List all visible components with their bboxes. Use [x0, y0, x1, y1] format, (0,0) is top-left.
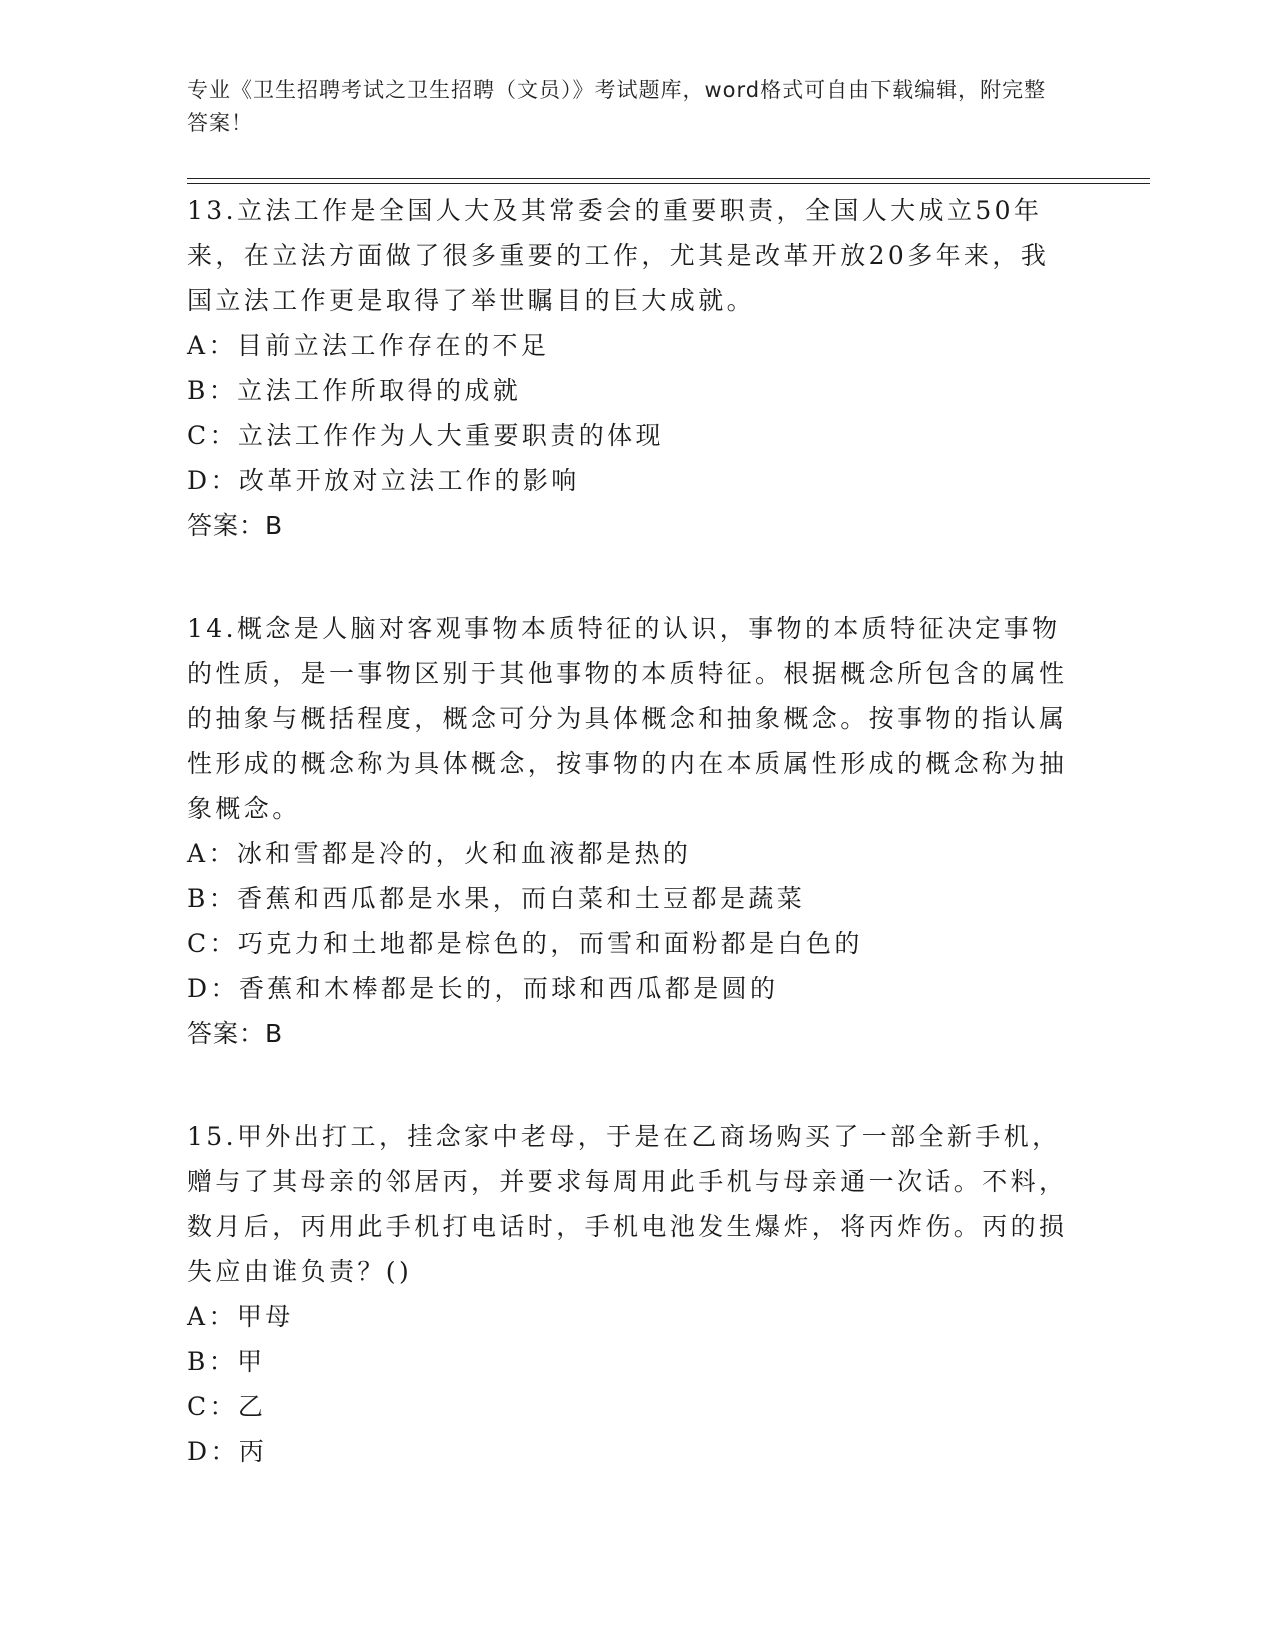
header-rule-top	[187, 178, 1150, 179]
option-b: B：香蕉和西瓜都是水果，而白菜和土豆都是蔬菜	[187, 884, 806, 913]
question-list	[187, 188, 1077, 1474]
question-15	[187, 1114, 1077, 1474]
question-14	[187, 606, 1077, 1056]
question-text: 13.立法工作是全国人大及其常委会的重要职责，全国人大成立50年来，在立法方面做了很多重要的工作，尤其是改革开放20多年来，我国立法工作更是取得了举世瞩目的巨大成就。	[187, 196, 1050, 315]
option-a: A：目前立法工作存在的不足	[187, 331, 550, 360]
option-c: C：巧克力和土地都是棕色的，而雪和面粉都是白色的	[187, 929, 863, 958]
answer: 答案：B	[187, 1019, 284, 1048]
option-d: D：丙	[187, 1437, 268, 1466]
question-text: 14.概念是人脑对客观事物本质特征的认识，事物的本质特征决定事物的性质，是一事物区别于其他事物的本质特征。根据概念所包含的属性的抽象与概括程度，概念可分为具体概念和抽象概念。按事物的指认属性形成的概念称为具体概念，按事物的内在本质属性形成的概念称为抽象概念。	[187, 614, 1068, 823]
spacer	[187, 1056, 1077, 1114]
option-b: B：甲	[187, 1347, 266, 1376]
option-a: A：冰和雪都是冷的，火和血液都是热的	[187, 839, 692, 868]
option-d: D：香蕉和木棒都是长的，而球和西瓜都是圆的	[187, 974, 779, 1003]
question-13	[187, 188, 1077, 548]
option-c: C：乙	[187, 1392, 267, 1421]
option-d: D：改革开放对立法工作的影响	[187, 466, 580, 495]
question-text: 15.甲外出打工，挂念家中老母，于是在乙商场购买了一部全新手机，赠与了其母亲的邻居丙，并要求每周用此手机与母亲通一次话。不料，数月后，丙用此手机打电话时，手机电池发生爆炸，将丙炸伤。丙的损失应由谁负责？()	[187, 1122, 1068, 1286]
option-c: C：立法工作作为人大重要职责的体现	[187, 421, 664, 450]
header-rule-bottom	[187, 183, 1150, 184]
option-a: A：甲母	[187, 1302, 294, 1331]
answer: 答案：B	[187, 511, 284, 540]
document-header: 专业《卫生招聘考试之卫生招聘（文员）》考试题库，word格式可自由下载编辑，附完整答案！	[187, 78, 1047, 135]
spacer	[187, 548, 1077, 606]
option-b: B：立法工作所取得的成就	[187, 376, 522, 405]
